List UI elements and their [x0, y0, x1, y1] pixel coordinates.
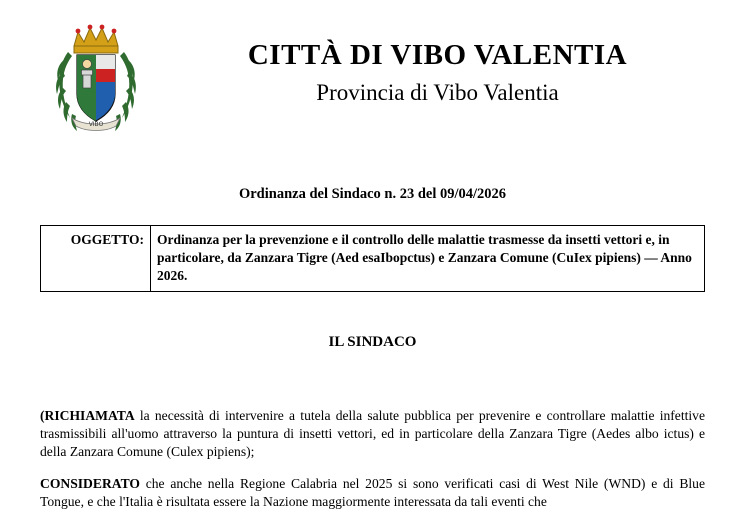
table-row	[41, 226, 705, 292]
svg-text:VIBO: VIBO	[88, 121, 104, 128]
paragraph-2-lead: CONSIDERATO	[40, 476, 140, 492]
document-header	[40, 0, 705, 150]
subject-box	[40, 225, 705, 292]
section-heading: IL SINDACO	[328, 334, 417, 351]
document-body	[40, 393, 705, 525]
subject-label: OGGETTO:	[41, 226, 151, 292]
paragraph-2-text: che anche nella Regione Calabria nel 2025 si sono verificati casi di West Nile (WND) e di Blue Tongue, e che l'Italia è risultata essere la Nazione maggiormente interessata da tali eventi che	[40, 476, 705, 510]
province-title: Provincia di Vibo Valentia	[316, 79, 559, 105]
paragraph-1-text: la necessità di intervenire a tutela della salute pubblica per prevenire e controllare malattie infettive trasmissibili all'uomo attraverso la puntura di insetti vettori, ed in particolare della Zanzara Tigre (Aedes albo ictus) e della Zanzara Comune (Culex pipiens);	[40, 408, 705, 460]
header-titles	[170, 40, 705, 105]
paragraph-1	[40, 407, 705, 461]
coat-of-arms-icon	[50, 22, 142, 140]
paragraph-2	[40, 475, 705, 511]
city-title: CITTÀ DI VIBO VALENTIA	[247, 39, 628, 71]
ordinance-reference: Ordinanza del Sindaco n. 23 del 09/04/2026	[238, 186, 507, 202]
paragraph-1-lead: (RICHIAMATA	[40, 408, 135, 424]
subject-text: Ordinanza per la prevenzione e il controllo delle malattie trasmesse da insetti vettori e, in particolare, da Zanzara Tigre (Aed esaIbopctus) e Zanzara Comune (CuIex pipiens) — Anno 2026.	[151, 226, 705, 292]
